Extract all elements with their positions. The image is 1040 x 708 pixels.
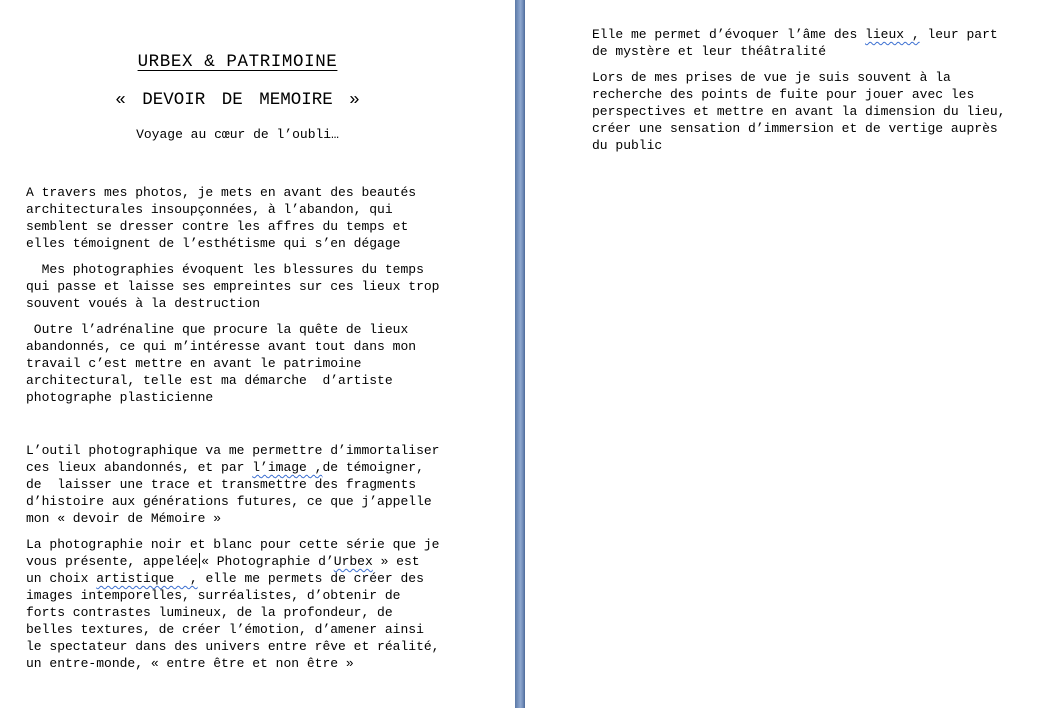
paragraph-1: A travers mes photos, je mets en avant des beautés architecturales insoupçonnées, à l’abandon, qui semblent se dresser contre les affres du temps et elles témoignent de l’esthétisme qui s’en dégage — [26, 185, 417, 251]
document-tagline: Voyage au cœur de l’oubli… — [136, 127, 339, 142]
right-paragraph-1-line-2: de mystère et leur théâtralité — [592, 44, 827, 59]
paragraph-5-line-3b: elle me permets de créer des — [197, 571, 424, 586]
paragraph-2: Mes photographies évoquent les blessures du temps qui passe et laisse ses empreintes sur ces lieux trop souvent voués à la destruction — [26, 262, 440, 311]
paragraph-4 — [26, 442, 439, 527]
spellcheck-flag[interactable]: Urbex — [333, 554, 373, 569]
paragraph-4-line-2b: de témoigner, — [322, 460, 424, 475]
spellcheck-flag[interactable]: l’image , — [252, 460, 323, 475]
right-paragraph-1-line-1a: Elle me permet d’évoquer l’âme des — [592, 27, 866, 42]
paragraph-5-line-2b: « Photographie d’ — [201, 554, 334, 569]
document-title — [0, 52, 475, 72]
paragraph-5-line-1: La photographie noir et blanc pour cette série que je — [26, 537, 440, 552]
right-paragraph-1 — [592, 26, 998, 60]
paragraph-3: Outre l’adrénaline que procure la quête de lieux abandonnés, ce qui m’intéresse avant tout dans mon travail c’est mettre en avant le patrimoine architectural, telle est ma démarche d’artiste photographe plasticienne — [26, 322, 417, 405]
right-paragraph-2: Lors de mes prises de vue je suis souvent à la recherche des points de fuite pour jouer avec les perspectives et mettre en avant la dimension du lieu, créer une sensation d’immersion et de vertige auprès du public — [592, 70, 1006, 153]
left-page[interactable] — [0, 0, 513, 708]
paragraph-4-line-2a: ces lieux abandonnés, et par — [26, 460, 253, 475]
right-paragraph-1-line-1b: leur part — [919, 27, 998, 42]
paragraph-5 — [26, 536, 439, 672]
document-subtitle: « DEVOIR DE MEMOIRE » — [115, 90, 360, 110]
page-separator-bar — [515, 0, 525, 708]
paragraph-5-line-2a: vous présente, appelée — [26, 554, 198, 569]
paragraph-4-rest: de laisser une trace et transmettre des fragments d’histoire aux générations futures, ce que j’appelle mon « devoir de Mémoire » — [26, 477, 432, 526]
title-text: URBEX & PATRIMOINE — [137, 52, 338, 72]
text-cursor — [199, 553, 201, 568]
spellcheck-flag[interactable]: lieux , — [865, 27, 920, 42]
paragraph-5-line-3a: un choix — [26, 571, 97, 586]
paragraph-5-line-2c: » est — [372, 554, 420, 569]
page-gutter — [513, 0, 527, 708]
paragraph-5-rest: images intemporelles, surréalistes, d’obtenir de forts contrastes lumineux, de la profondeur, de belles textures, de créer l’émotion, d’amener ainsi le spectateur dans des univers entre rêve et réalité, un entre-monde, « entre être et non être » — [26, 588, 440, 671]
right-page[interactable] — [527, 0, 1040, 708]
paragraph-4-line-1: L’outil photographique va me permettre d’immortaliser — [26, 443, 440, 458]
spellcheck-flag[interactable]: artistique , — [96, 571, 198, 586]
